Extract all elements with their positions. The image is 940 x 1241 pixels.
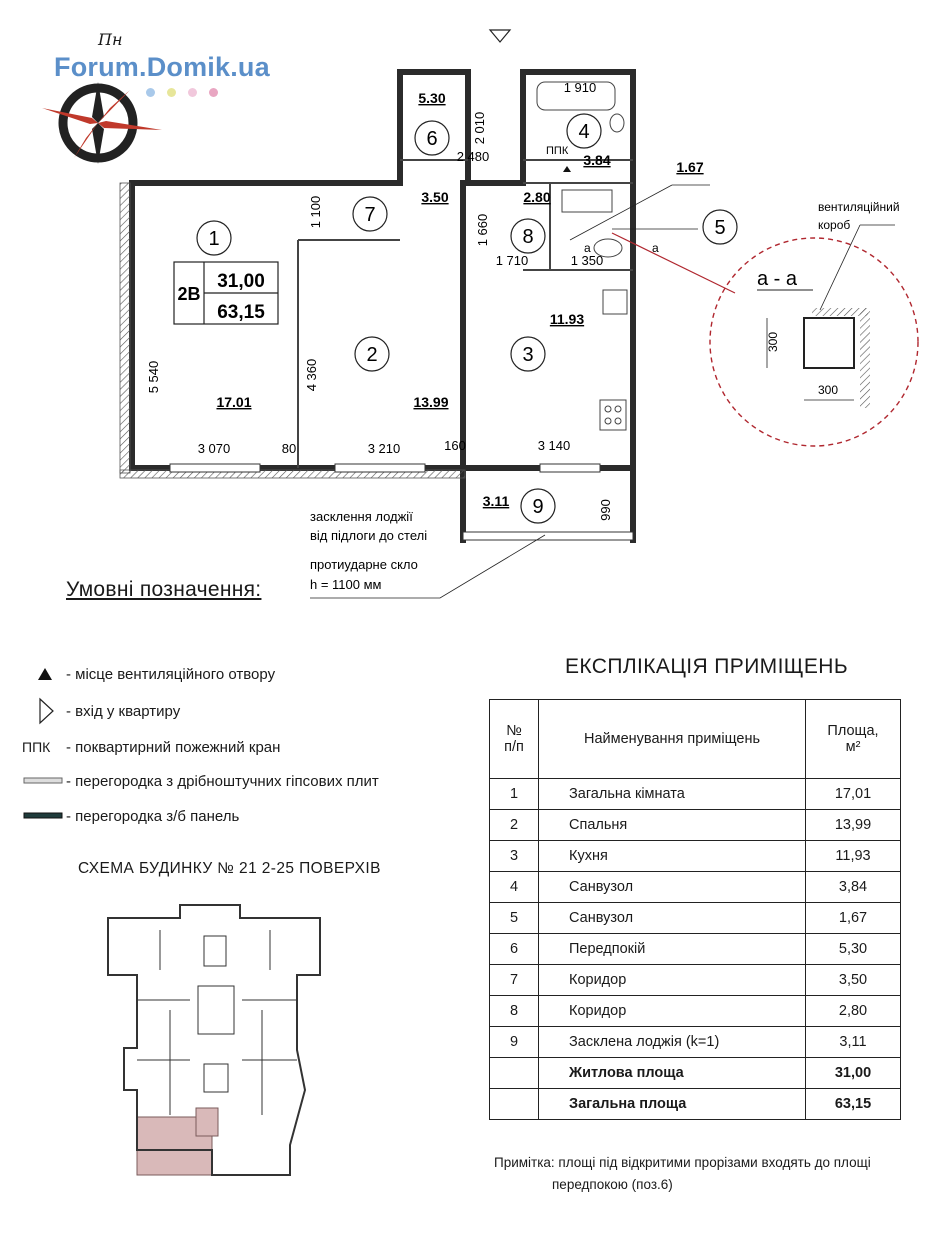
dimension-label: 1 710 <box>495 253 529 268</box>
row-name: Передпокій <box>539 934 806 965</box>
row-name: Коридор <box>539 996 806 1027</box>
room-number: 9 <box>532 496 544 518</box>
section-title: а - а <box>757 268 798 290</box>
dimension-label: 160 <box>444 438 466 453</box>
room-number: 6 <box>426 128 438 150</box>
row-area: 5,30 <box>806 934 901 965</box>
apartment-living-area: 31,00 <box>217 271 265 292</box>
row-num: 2 <box>490 810 539 841</box>
scheme-title: СХЕМА БУДИНКУ № 21 2-25 ПОВЕРХІВ <box>78 860 381 877</box>
row-name: Кухня <box>539 841 806 872</box>
dimension-label: 990 <box>598 499 613 521</box>
living-area-label: Житлова площа <box>539 1058 806 1089</box>
header-area-line2: м² <box>845 739 861 755</box>
room-area: 3.50 <box>421 189 449 205</box>
row-area: 3,11 <box>806 1027 901 1058</box>
dimension-label: 1 910 <box>563 80 597 95</box>
table-row <box>490 841 901 872</box>
room-area: 13.99 <box>413 394 449 410</box>
glazing-note-2: від підлоги до стелі <box>310 528 428 543</box>
explication-note-1: Примітка: площі під відкритими прорізами входять до площі <box>494 1155 871 1170</box>
glass-note-2: h = 1100 мм <box>310 577 382 592</box>
header-num-line2: п/п <box>504 739 524 755</box>
building-scheme-diagram <box>108 905 320 1175</box>
row-num: 1 <box>490 779 539 810</box>
total-area-value: 63,15 <box>806 1089 901 1120</box>
exterior-insulation <box>120 183 130 473</box>
dimension-label: 2 010 <box>472 111 487 145</box>
logo-dot-2 <box>167 88 176 97</box>
table-row <box>490 779 901 810</box>
row-area: 13,99 <box>806 810 901 841</box>
apartment-total-area: 63,15 <box>217 302 265 323</box>
table-row <box>490 965 901 996</box>
row-name: Коридор <box>539 965 806 996</box>
explication-title: ЕКСПЛІКАЦІЯ ПРИМІЩЕНЬ <box>565 655 849 678</box>
north-label: Пн <box>98 30 123 49</box>
legend-item-gypsum <box>22 769 379 793</box>
total-area-row <box>490 1089 901 1120</box>
row-name: Санвузол <box>539 872 806 903</box>
row-area: 1,67 <box>806 903 901 934</box>
explication-note-2: передпокою (поз.6) <box>552 1177 673 1192</box>
row-area: 3,50 <box>806 965 901 996</box>
header-area-line1: Площа, <box>827 723 879 739</box>
row-name: Загальна кімната <box>539 779 806 810</box>
living-area-row <box>490 1058 901 1089</box>
ppk-label: ППК <box>546 145 569 157</box>
logo-dot-4 <box>209 88 218 97</box>
row-area: 3,84 <box>806 872 901 903</box>
row-num: 5 <box>490 903 539 934</box>
room-number: 7 <box>364 204 376 226</box>
logo-dot-3 <box>188 88 197 97</box>
section-dim-horizontal: 300 <box>818 383 839 397</box>
legend-ppk-symbol: ППК <box>22 739 51 755</box>
glass-note-1: протиударне скло <box>310 557 418 572</box>
logo-dot-1 <box>146 88 155 97</box>
row-num: 8 <box>490 996 539 1027</box>
dimension-label: 2 480 <box>456 149 490 164</box>
table-row <box>490 872 901 903</box>
total-area-label: Загальна площа <box>539 1089 806 1120</box>
row-name: Санвузол <box>539 903 806 934</box>
room-area: 5.30 <box>418 90 446 106</box>
vent-callout <box>612 225 918 446</box>
site-logo: Forum.Domik.ua <box>54 52 270 82</box>
explication-table <box>489 699 901 1120</box>
room-area: 17.01 <box>216 394 252 410</box>
row-num: 9 <box>490 1027 539 1058</box>
legend-item-text: - вхід у квартиру <box>66 702 181 720</box>
vent-label-line1: вентиляційний <box>818 200 900 214</box>
section-mark-left: а <box>584 241 591 255</box>
row-num: 4 <box>490 872 539 903</box>
legend-item-ppk <box>22 735 280 759</box>
room-number: 2 <box>366 344 378 366</box>
row-area: 11,93 <box>806 841 901 872</box>
vent-label-line2: короб <box>818 218 851 232</box>
legend-item-text: - поквартирний пожежний кран <box>66 738 281 756</box>
living-area-value: 31,00 <box>806 1058 901 1089</box>
room-number: 1 <box>208 228 220 250</box>
room-number: 5 <box>714 217 726 239</box>
dimension-label: 3 210 <box>367 441 401 456</box>
row-num: 6 <box>490 934 539 965</box>
dimension-label: 3 070 <box>197 441 231 456</box>
room-number: 4 <box>578 121 590 143</box>
vent-triangle-icon <box>563 166 571 172</box>
dimension-label: 1 660 <box>475 213 490 247</box>
glazing-note-1: засклення лоджії <box>310 509 413 524</box>
compass-rose-icon <box>42 82 162 164</box>
apartment-type: 2В <box>177 284 201 304</box>
legend-title: Умовні позначення: <box>66 578 262 601</box>
row-num: 3 <box>490 841 539 872</box>
row-name: Засклена лоджія (k=1) <box>539 1027 806 1058</box>
section-mark-right: а <box>652 241 659 255</box>
dimension-label: 5 540 <box>146 360 161 394</box>
row-name: Спальня <box>539 810 806 841</box>
legend-item-entry <box>22 699 180 723</box>
table-row <box>490 903 901 934</box>
row-area: 2,80 <box>806 996 901 1027</box>
legend-item-text: - перегородка з дрібноштучних гіпсових плит <box>66 772 379 790</box>
table-header-row <box>490 700 901 779</box>
legend-item-concrete <box>22 804 239 828</box>
table-row <box>490 996 901 1027</box>
room-number: 8 <box>522 226 534 248</box>
dimension-labels <box>146 80 613 521</box>
room-area: 3.84 <box>583 152 611 168</box>
room-number: 3 <box>522 344 534 366</box>
legend-item-text: - місце вентиляційного отвору <box>66 665 276 683</box>
room-area: 1.67 <box>676 159 704 175</box>
entry-marker-icon <box>490 30 510 42</box>
legend-item-text: - перегородка з/б панель <box>66 807 240 825</box>
dimension-label: 1 100 <box>308 195 323 229</box>
header-area <box>806 700 901 779</box>
legend-item-vent <box>22 662 275 686</box>
room-area: 3.11 <box>482 493 510 509</box>
dimension-label: 80 <box>281 441 297 456</box>
room-area: 2.80 <box>523 189 551 205</box>
dimension-label: 4 360 <box>304 358 319 392</box>
header-num <box>490 700 539 779</box>
section-dim-vertical: 300 <box>766 331 780 352</box>
header-num-line1: № <box>506 723 522 739</box>
row-num: 7 <box>490 965 539 996</box>
table-row <box>490 810 901 841</box>
dimension-label: 1 350 <box>570 253 604 268</box>
table-row <box>490 1027 901 1058</box>
dimension-label: 3 140 <box>537 438 571 453</box>
logo-dots <box>146 88 218 97</box>
table-row <box>490 934 901 965</box>
header-name: Найменування приміщень <box>539 700 806 779</box>
row-area: 17,01 <box>806 779 901 810</box>
room-area: 11.93 <box>549 311 585 327</box>
